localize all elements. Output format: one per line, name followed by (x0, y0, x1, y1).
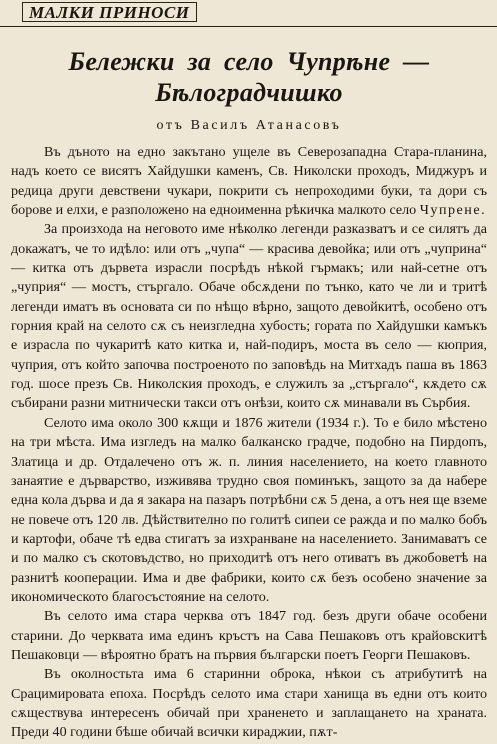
article-body (11, 143, 487, 743)
paragraph: Въ околностьта има 6 старинни оброка, нѣкои съ атрибутитѣ на Срацимировата епоха. Посрѣдъ селото има стари ханища въ едни отъ които сѫществува интересенъ обичай при храненето и заплащането на храната. Преди 40 години бѣше обичай всички кираджии, пѫт- (11, 666, 487, 741)
paragraph: Селото има около 300 кѫщи и 1876 жители (1934 г.). То е било мѣстено на три мѣста. Има изгледъ на малко балканско градче, подобно на Пирдопъ, Златица и др. Отдалечено отъ ж. п. линия населението, на което главното занаятие е дърварство, изживява трудно своя поминъкъ, защото за да набере една кола дърва и да я закара на пазаръ потрѣбни сѫ 5 дена, а отъ нея ще вземе не повече отъ 120 лв. Дѣйствително по голитѣ сипеи се ражда и по малко бобъ и картофи, обаче тѣ едва стигатъ за изхранване на населението. Занимаватъ се и по малко съ скотовъдство, но приходитѣ отъ него отиватъ въ джобоветѣ на разнитѣ кооперации. Има и две фабрики, които сѫ безъ особено значение за икономическото благосъстояние на селото. (11, 414, 487, 605)
article-author: отъ Василъ Атанасовъ (156, 118, 342, 133)
village-name: Чупрене (419, 202, 482, 219)
section-header (11, 0, 487, 26)
paragraph: Въ дъното на едно закътано ущеле въ Северозападна Стара-планина, надъ което се висятъ Хайдушки каменъ, Св. Николски проходъ, Миджуръ и редица други девствени чукари, покрити съ непроходими буки, та дори съ борове и елхи, е разположено на едноименна рѣкичка малкото село Чупрене. (11, 144, 487, 219)
header-rule (0, 26, 497, 27)
article-title: Бележки за село Чупрѣне — Бѣлоградчишко (68, 47, 430, 107)
paragraph: За произхода на неговото име нѣколко легенди разказватъ и се силятъ да докажатъ, че то идѣло: или отъ „чупа“ — красива девойка; или отъ „чуприна“ — китка отъ дървета израсли посрѣдъ нѣкой гърмакъ; или най-сетне отъ „чуприя“ — мостъ, стъргало. Обаче обсѫдени по тънко, като че ли и тритѣ легенди иматъ въ основата си по нѣщо вѣрно, защото девойкитѣ, особено отъ горния край на селото сѫ съ неизгледна хубость; гората по Хайдушки камъкъ е израсла по чукаритѣ като китка и, най-подиръ, моста въ село — кюприя, чуприя, отъ който започва построеното по заповѣдь на Митхадъ паша въ 1863 год. шосе презъ Св. Николския проходъ, е служилъ за „стъргало“, кѫдето сѫ събирани разни митнически такси отъ онѣзи, които сѫ минавали въ Сърбия. (11, 221, 487, 412)
paragraph: Въ селото има стара черква отъ 1847 год. безъ други обаче особени старини. До черквата има единъ кръстъ на Сава Пешаковъ отъ крайовскитѣ Пешаковци — вѣроятно братъ на първия български поетъ Георги Пешаковъ. (11, 608, 487, 663)
section-label: МАЛКИ ПРИНОСИ (22, 2, 197, 22)
